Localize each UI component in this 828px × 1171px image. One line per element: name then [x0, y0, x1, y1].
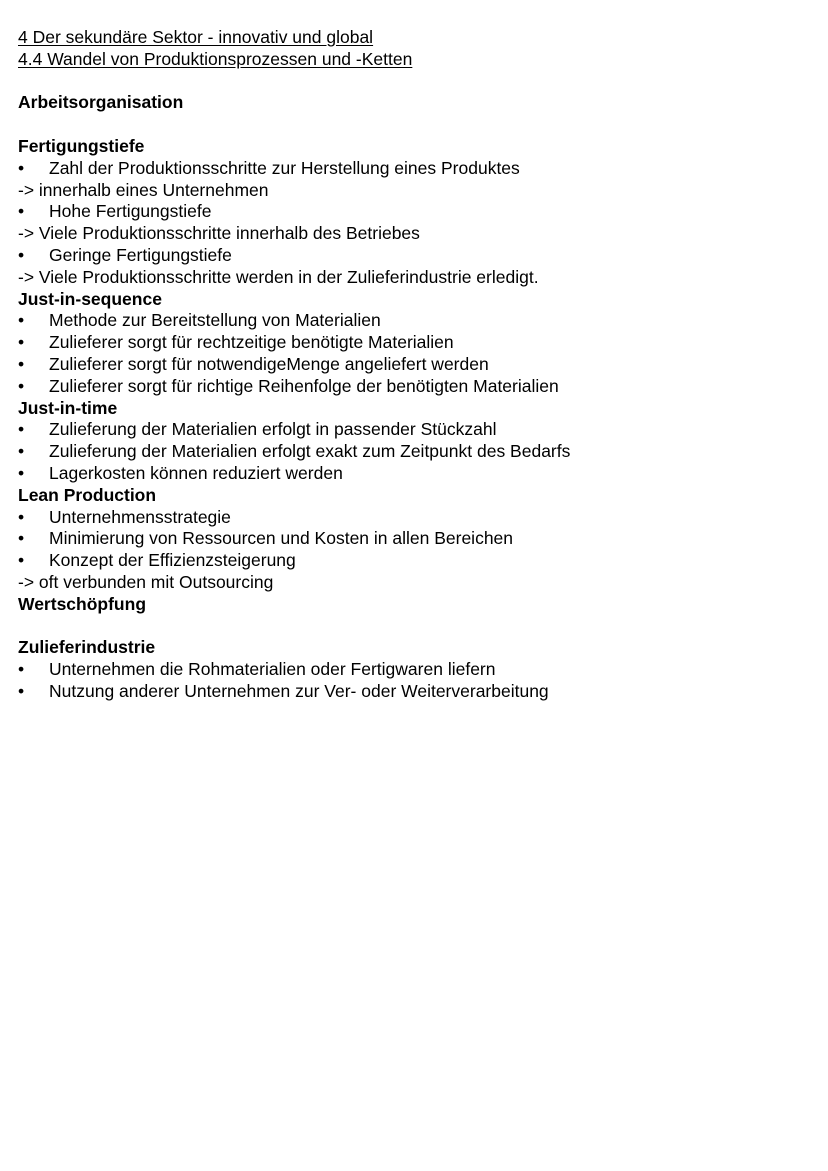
list-item-text: Zulieferer sorgt für rechtzeitige benötigte Materialien: [49, 332, 454, 353]
list-item: [18, 681, 818, 703]
bullet-icon: •: [18, 332, 25, 353]
list-item: [18, 550, 818, 572]
bullet-icon: •: [18, 375, 25, 396]
list-item-text: Unternehmen die Rohmaterialien oder Fertigwaren liefern: [49, 659, 496, 680]
bullet-icon: •: [18, 353, 25, 374]
bullet-icon: •: [18, 528, 25, 549]
list-item-text: Geringe Fertigungstiefe: [49, 244, 232, 265]
list-item: [18, 310, 818, 332]
arrow-note: -> oft verbunden mit Outsourcing: [18, 571, 274, 592]
list-item: [18, 507, 818, 529]
bullet-icon: •: [18, 157, 25, 178]
jit-heading: Just-in-time: [18, 397, 118, 418]
spacer: [18, 616, 818, 638]
arrow-note: -> Viele Produktionsschritte werden in der Zulieferindustrie erledigt.: [18, 266, 539, 287]
list-item-text: Unternehmensstrategie: [49, 506, 231, 527]
list-item: [18, 158, 818, 180]
arrow-note: -> innerhalb eines Unternehmen: [18, 179, 269, 200]
list-item-text: Nutzung anderer Unternehmen zur Ver- oder Weiterverarbeitung: [49, 680, 549, 701]
topic-heading: Arbeitsorganisation: [18, 92, 184, 113]
spacer: [18, 114, 818, 136]
bullet-icon: •: [18, 310, 25, 331]
list-item: [18, 419, 818, 441]
bullet-icon: •: [18, 550, 25, 571]
list-item: [18, 659, 818, 681]
list-item-text: Lagerkosten können reduziert werden: [49, 462, 343, 483]
bullet-icon: •: [18, 201, 25, 222]
bullet-icon: •: [18, 680, 25, 701]
list-item-text: Zulieferer sorgt für richtige Reihenfolge der benötigten Materialien: [49, 375, 559, 396]
list-item: [18, 528, 818, 550]
fertigungstiefe-heading: Fertigungstiefe: [18, 135, 145, 156]
bullet-icon: •: [18, 659, 25, 680]
jis-heading: Just-in-sequence: [18, 288, 162, 309]
list-item: [18, 376, 818, 398]
lean-heading: Lean Production: [18, 484, 157, 505]
list-item-text: Hohe Fertigungstiefe: [49, 201, 212, 222]
bullet-icon: •: [18, 441, 25, 462]
section-title: 4.4 Wandel von Produktionsprozessen und -Ketten: [18, 48, 413, 69]
bullet-icon: •: [18, 506, 25, 527]
bullet-icon: •: [18, 462, 25, 483]
document-page: [18, 27, 818, 703]
list-item: [18, 245, 818, 267]
bullet-icon: •: [18, 419, 25, 440]
wertschoepfung-heading: Wertschöpfung: [18, 593, 147, 614]
zuliefer-heading: Zulieferindustrie: [18, 637, 156, 658]
list-item: [18, 332, 818, 354]
list-item-text: Konzept der Effizienzsteigerung: [49, 550, 296, 571]
list-item: [18, 201, 818, 223]
list-item-text: Zulieferung der Materialien erfolgt exakt zum Zeitpunkt des Bedarfs: [49, 441, 571, 462]
list-item-text: Methode zur Bereitstellung von Materialien: [49, 310, 381, 331]
arrow-note: -> Viele Produktionsschritte innerhalb des Betriebes: [18, 223, 420, 244]
list-item-text: Minimierung von Ressourcen und Kosten in allen Bereichen: [49, 528, 514, 549]
list-item: [18, 441, 818, 463]
bullet-icon: •: [18, 244, 25, 265]
list-item-text: Zahl der Produktionsschritte zur Herstellung eines Produktes: [49, 157, 520, 178]
list-item-text: Zulieferung der Materialien erfolgt in passender Stückzahl: [49, 419, 497, 440]
list-item-text: Zulieferer sorgt für notwendigeMenge angeliefert werden: [49, 353, 489, 374]
spacer: [18, 71, 818, 93]
list-item: [18, 463, 818, 485]
chapter-title: 4 Der sekundäre Sektor - innovativ und global: [18, 27, 374, 47]
list-item: [18, 354, 818, 376]
